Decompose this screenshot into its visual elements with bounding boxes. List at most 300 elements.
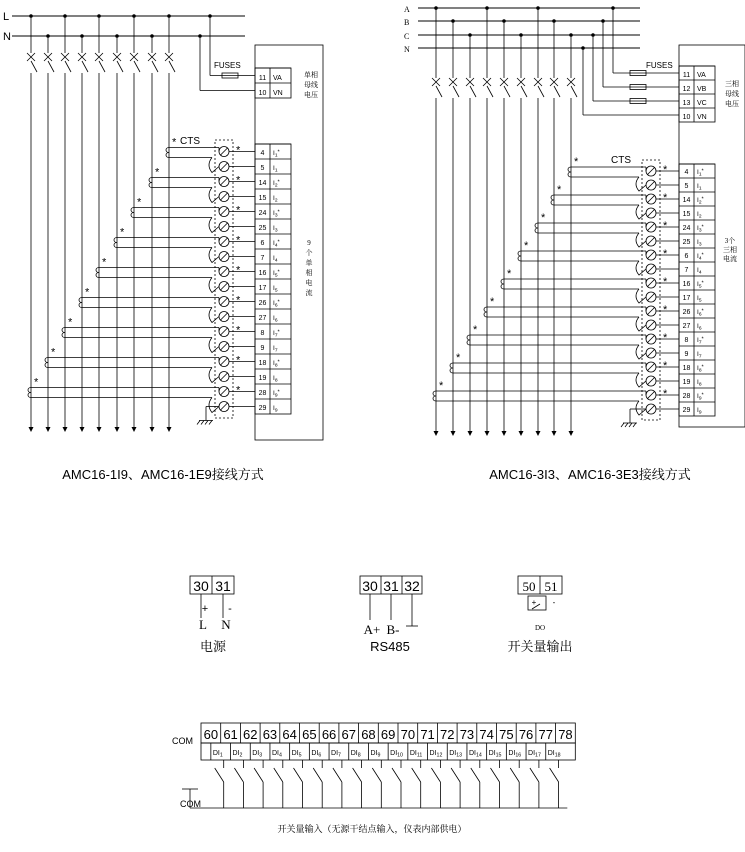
- screw-slot: [648, 406, 655, 413]
- screw-terminal: [646, 404, 656, 414]
- breaker-blade: [453, 86, 459, 97]
- screw-terminal: [646, 264, 656, 274]
- screw-slot: [221, 193, 228, 200]
- diagram-caption: AMC16-3I3、AMC16-3E3接线方式: [489, 467, 691, 482]
- rs485-terminal-block: [360, 576, 422, 654]
- ground-icon: [621, 423, 637, 427]
- load-arrow: [132, 427, 137, 432]
- ct-coil: [149, 178, 152, 188]
- ct-coil: [518, 251, 521, 261]
- current-terminal-number: 28: [258, 390, 267, 397]
- load-arrow: [80, 427, 85, 432]
- ct-polarity-star: *: [439, 380, 444, 392]
- voltage-terminal-label: VA: [697, 72, 706, 79]
- di-terminal-number: 61: [223, 727, 238, 742]
- breaker-blade: [117, 61, 123, 72]
- di-switch: [353, 768, 362, 782]
- current-terminal-number: 4: [260, 150, 265, 157]
- bus-label-b: B: [404, 18, 410, 27]
- breaker-blade: [169, 61, 175, 72]
- screw-slot: [221, 208, 228, 215]
- screw-terminal: [646, 362, 656, 372]
- voltage-terminal-number: 13: [682, 100, 691, 107]
- current-terminal-number: 7: [260, 255, 265, 262]
- left-diagram: [3, 11, 323, 482]
- ground-hatch: [633, 423, 636, 427]
- current-terminal-label: $I_7*$: [273, 329, 280, 339]
- di-input-label: $DI_{15}$: [488, 750, 502, 759]
- current-terminal-number: 24: [258, 210, 267, 217]
- di-input-label: $DI_{14}$: [468, 750, 482, 759]
- screw-slot: [221, 238, 228, 245]
- ct-polarity-star: *: [473, 324, 478, 336]
- breaker-blade: [470, 86, 476, 97]
- breaker-blade: [48, 61, 54, 72]
- breaker-blade: [538, 86, 544, 97]
- right-diagram: [404, 5, 745, 482]
- ct-coil: [450, 363, 453, 373]
- breaker-switch: [466, 78, 476, 97]
- current-terminal-number: 19: [682, 379, 691, 386]
- load-arrow: [167, 427, 172, 432]
- current-terminal-number: 15: [682, 211, 691, 218]
- screw-slot: [648, 378, 655, 385]
- ct-coil: [501, 279, 504, 289]
- ct-polarity-star: *: [456, 352, 461, 364]
- ct-coil: [28, 388, 31, 398]
- voltage-description: 电压: [725, 100, 739, 108]
- current-terminal-label: $I_4$: [273, 255, 278, 264]
- polarity-star: *: [663, 276, 668, 288]
- current-terminal-label: $I_4$: [697, 267, 702, 276]
- power-minus-sign: -: [228, 603, 232, 615]
- current-terminal-label: $I_1*$: [697, 168, 704, 178]
- screw-terminal: [219, 177, 229, 187]
- ct-coil: [568, 167, 571, 177]
- di-switch: [215, 768, 224, 782]
- screw-terminal: [219, 357, 229, 367]
- di-input-label: $DI_{17}$: [528, 750, 541, 759]
- screw-slot: [648, 238, 655, 245]
- do-terminal-50: 50: [522, 579, 536, 594]
- voltage-terminal-number: 11: [682, 72, 691, 79]
- do-plus-sign: +: [531, 598, 537, 607]
- ct-polarity-star: *: [34, 376, 39, 389]
- ct-return-loop: [636, 345, 646, 359]
- current-terminal-label: $I_2$: [273, 195, 278, 204]
- di-switch: [431, 768, 440, 782]
- screw-slot: [648, 196, 655, 203]
- screw-terminal: [219, 327, 229, 337]
- polarity-star: *: [663, 360, 668, 372]
- current-terminal-number: 7: [684, 267, 689, 274]
- di-terminal-number: 63: [262, 727, 278, 742]
- di-terminal-number: 72: [440, 727, 455, 742]
- ground-hatch: [201, 421, 204, 425]
- current-terminal-number: 17: [682, 295, 691, 302]
- load-arrow: [115, 427, 120, 432]
- di-switch: [530, 768, 539, 782]
- ct-return-loop: [636, 177, 646, 191]
- di-switch: [372, 768, 381, 782]
- breaker-switch: [27, 53, 37, 72]
- polarity-star: *: [236, 294, 241, 307]
- voltage-description: 母线: [725, 90, 739, 98]
- current-terminal-label: $I_7$: [273, 345, 278, 354]
- voltage-terminal-number: 12: [682, 86, 691, 93]
- polarity-star: *: [663, 220, 668, 232]
- screw-terminal: [219, 192, 229, 202]
- bus-label-n: N: [404, 45, 410, 54]
- voltage-description: 三相: [725, 80, 739, 88]
- screw-slot: [221, 268, 228, 275]
- ct-polarity-star: *: [172, 136, 177, 149]
- load-arrow: [97, 427, 102, 432]
- screw-slot: [648, 210, 655, 217]
- di-switch: [392, 768, 401, 782]
- di-switch: [254, 768, 263, 782]
- screw-slot: [221, 373, 228, 380]
- current-terminal-number: 25: [258, 225, 267, 232]
- current-terminal-label: $I_6*$: [697, 308, 704, 318]
- polarity-star: *: [236, 354, 241, 367]
- cts-label: CTS: [611, 155, 631, 166]
- di-com-bottom: COM: [180, 799, 201, 809]
- di-terminal-number: 78: [558, 727, 573, 742]
- current-terminal-label: $I_5$: [697, 295, 702, 304]
- current-terminal-label: $I_1$: [273, 165, 278, 174]
- di-terminal-number: 75: [499, 727, 514, 742]
- load-arrow: [434, 431, 439, 436]
- di-input-label: $DI_{11}$: [409, 750, 423, 759]
- di-switch: [550, 768, 559, 782]
- di-com-top: COM: [172, 736, 193, 746]
- breaker-blade: [65, 61, 71, 72]
- ct-coil: [62, 328, 65, 338]
- power-terminal-block: [190, 576, 234, 654]
- screw-terminal: [646, 334, 656, 344]
- screw-terminal: [219, 372, 229, 382]
- di-input-label: $DI_6$: [311, 750, 322, 759]
- current-terminal-label: $I_8$: [273, 375, 278, 384]
- power-n-label: N: [221, 617, 231, 632]
- rs485-a-label: A+: [363, 622, 381, 637]
- di-terminal-number: 77: [538, 727, 553, 742]
- di-switch: [510, 768, 519, 782]
- screw-slot: [221, 298, 228, 305]
- current-terminal-number: 19: [258, 375, 267, 382]
- screw-slot: [221, 283, 228, 290]
- screw-terminal: [219, 387, 229, 397]
- current-terminal-label: $I_3$: [273, 225, 278, 234]
- load-arrow: [519, 431, 524, 436]
- current-terminal-number: 26: [258, 300, 267, 307]
- ct-return-loop: [636, 373, 646, 387]
- di-terminal-number: 71: [420, 727, 435, 742]
- di-input-label: $DI_{18}$: [547, 750, 561, 759]
- ct-coil: [131, 208, 134, 218]
- rs485-b-label: B-: [386, 622, 400, 637]
- breaker-switch: [550, 78, 560, 97]
- screw-slot: [648, 294, 655, 301]
- ct-coil: [96, 268, 99, 278]
- screw-slot: [221, 313, 228, 320]
- ct-return-loop: [636, 289, 646, 303]
- current-terminal-number: 17: [258, 285, 267, 292]
- current-terminal-label: $I_6$: [273, 315, 278, 324]
- rs485-terminal-31: 31: [383, 578, 399, 594]
- current-terminal-label: $I_6$: [697, 323, 702, 332]
- breaker-blade: [152, 61, 158, 72]
- di-terminal-number: 69: [380, 727, 396, 742]
- ct-coil: [551, 195, 554, 205]
- current-description: 流: [305, 289, 313, 297]
- ct-return-loop: [636, 401, 646, 415]
- voltage-terminal-number: 10: [258, 90, 267, 97]
- load-arrow: [552, 431, 557, 436]
- di-terminal-number: 64: [282, 727, 297, 742]
- current-terminal-number: 4: [684, 169, 689, 176]
- load-arrow: [569, 431, 574, 436]
- breaker-switch: [165, 53, 175, 72]
- ct-polarity-star: *: [68, 316, 73, 329]
- di-terminal-number: 76: [518, 727, 534, 742]
- di-terminal-number: 68: [361, 727, 376, 742]
- screw-terminal: [219, 237, 229, 247]
- ct-polarity-star: *: [557, 184, 562, 196]
- current-terminal-label: $I_9$: [273, 405, 278, 414]
- current-terminal-number: 18: [682, 365, 691, 372]
- ct-return-loop: [209, 188, 219, 203]
- breaker-switch: [95, 53, 105, 72]
- do-terminal-block: [507, 576, 572, 654]
- current-terminal-label: $I_6*$: [273, 299, 280, 309]
- current-terminal-number: 8: [684, 337, 689, 344]
- do-terminal-51: 51: [544, 579, 558, 594]
- breaker-switch: [517, 78, 527, 97]
- di-terminal-number: 60: [203, 727, 219, 742]
- ct-polarity-star: *: [155, 166, 160, 179]
- power-terminal-31: 31: [215, 578, 231, 594]
- current-terminal-number: 29: [682, 407, 691, 414]
- current-description: 电流: [723, 255, 737, 263]
- ct-return-loop: [209, 308, 219, 323]
- load-arrow: [150, 427, 155, 432]
- current-terminal-number: 6: [684, 253, 689, 260]
- screw-terminal: [219, 222, 229, 232]
- ground-icon: [197, 421, 213, 425]
- current-terminal-label: $I_3$: [697, 239, 702, 248]
- di-switch: [313, 768, 322, 782]
- current-description: 相: [305, 269, 313, 277]
- screw-terminal: [219, 297, 229, 307]
- do-caption: 开关量输出: [507, 639, 573, 654]
- polarity-star: *: [236, 264, 241, 277]
- current-terminal-number: 29: [258, 405, 267, 412]
- voltage-terminal-number: 10: [682, 114, 691, 121]
- polarity-star: *: [663, 248, 668, 260]
- current-description: 9: [307, 239, 311, 247]
- ct-polarity-star: *: [574, 156, 579, 168]
- ct-polarity-star: *: [507, 268, 512, 280]
- screw-slot: [221, 403, 228, 410]
- breaker-switch: [432, 78, 442, 97]
- current-terminal-number: 6: [260, 240, 265, 247]
- current-terminal-label: $I_9$: [697, 407, 702, 416]
- current-terminal-label: $I_5$: [273, 285, 278, 294]
- ct-return-loop: [209, 158, 219, 173]
- screw-terminal: [219, 267, 229, 277]
- current-description: 个: [305, 249, 313, 257]
- ct-polarity-star: *: [51, 346, 56, 359]
- current-terminal-number: 5: [684, 183, 689, 190]
- rs485-caption: RS485: [370, 639, 410, 654]
- polarity-star: *: [663, 164, 668, 176]
- screw-terminal: [646, 208, 656, 218]
- current-terminal-number: 27: [682, 323, 691, 330]
- current-terminal-number: 28: [682, 393, 691, 400]
- current-terminal-label: $I_4*$: [697, 252, 704, 262]
- di-switch: [274, 768, 283, 782]
- ground-hatch: [629, 423, 632, 427]
- bus-label-l: L: [3, 11, 10, 23]
- screw-slot: [221, 343, 228, 350]
- di-input-label: $DI_{16}$: [508, 750, 522, 759]
- ct-coil: [114, 238, 117, 248]
- polarity-star: *: [236, 204, 241, 217]
- di-input-label: $DI_5$: [291, 750, 302, 759]
- di-input-label: $DI_1$: [212, 750, 223, 759]
- current-terminal-number: 14: [258, 180, 267, 187]
- current-terminal-number: 16: [682, 281, 691, 288]
- load-arrow: [451, 431, 456, 436]
- rs485-terminal-32: 32: [404, 578, 420, 594]
- screw-slot: [648, 168, 655, 175]
- bus-label-a: A: [404, 5, 410, 14]
- di-input-label: $DI_{12}$: [429, 750, 443, 759]
- load-arrow: [536, 431, 541, 436]
- screw-terminal: [219, 147, 229, 157]
- diagram-caption: AMC16-1I9、AMC16-1E9接线方式: [62, 467, 264, 482]
- breaker-switch: [567, 78, 577, 97]
- polarity-star: *: [236, 174, 241, 187]
- voltage-terminal-label: VN: [697, 114, 707, 121]
- current-terminal-label: $I_7$: [697, 351, 702, 360]
- breaker-blade: [487, 86, 493, 97]
- di-caption: 开关量输入（无源干结点输入，仪表内部供电）: [277, 824, 467, 834]
- voltage-terminal-label: VC: [697, 100, 707, 107]
- do-minus-sign: -: [552, 598, 556, 607]
- screw-slot: [648, 280, 655, 287]
- current-terminal-label: $I_1$: [697, 183, 702, 192]
- breaker-switch: [500, 78, 510, 97]
- bus-label-c: C: [404, 32, 410, 41]
- ct-coil: [484, 307, 487, 317]
- fuses-label: FUSES: [646, 61, 673, 70]
- current-terminal-label: $I_1*$: [273, 149, 280, 159]
- ground-hatch: [205, 421, 208, 425]
- screw-slot: [648, 392, 655, 399]
- load-arrow: [29, 427, 34, 432]
- current-terminal-label: $I_7*$: [697, 336, 704, 346]
- current-description: 电: [305, 279, 313, 287]
- screw-slot: [221, 358, 228, 365]
- ct-return-loop: [636, 205, 646, 219]
- current-terminal-number: 27: [258, 315, 267, 322]
- screw-terminal: [219, 207, 229, 217]
- ct-polarity-star: *: [490, 296, 495, 308]
- do-tag: DO: [534, 624, 546, 632]
- screw-terminal: [646, 166, 656, 176]
- breaker-blade: [554, 86, 560, 97]
- voltage-terminal-label: VA: [273, 75, 282, 82]
- screw-terminal: [646, 376, 656, 386]
- screw-terminal: [646, 236, 656, 246]
- current-terminal-number: 5: [260, 165, 265, 172]
- screw-terminal: [646, 250, 656, 260]
- di-switch: [412, 768, 421, 782]
- ct-return-loop: [209, 368, 219, 383]
- di-terminal-number: 65: [302, 727, 317, 742]
- screw-terminal: [219, 252, 229, 262]
- polarity-star: *: [236, 324, 241, 337]
- ct-return-loop: [209, 218, 219, 233]
- current-terminal-label: $I_8$: [697, 379, 702, 388]
- current-terminal-number: 24: [682, 225, 691, 232]
- cts-label: CTS: [180, 136, 200, 147]
- ct-coil: [535, 223, 538, 233]
- current-terminal-number: 16: [258, 270, 267, 277]
- screw-terminal: [646, 306, 656, 316]
- current-terminal-label: $I_9*$: [273, 389, 280, 399]
- voltage-description: 电压: [304, 91, 318, 99]
- voltage-terminal-label: VN: [273, 90, 283, 97]
- di-terminal-number: 70: [400, 727, 416, 742]
- ground-hatch: [209, 421, 212, 425]
- screw-terminal: [646, 348, 656, 358]
- breaker-blade: [134, 61, 140, 72]
- breaker-switch: [449, 78, 459, 97]
- breaker-blade: [99, 61, 105, 72]
- polarity-star: *: [663, 388, 668, 400]
- screw-slot: [221, 148, 228, 155]
- breaker-blade: [31, 61, 37, 72]
- current-description: 三相: [723, 246, 737, 254]
- current-description: 单: [305, 259, 313, 267]
- current-terminal-label: $I_4*$: [273, 239, 280, 249]
- polarity-star: *: [663, 304, 668, 316]
- power-terminal-30: 30: [193, 578, 209, 594]
- voltage-terminal-label: VB: [697, 86, 707, 93]
- di-terminal-block: [172, 723, 575, 835]
- power-plus-sign: +: [201, 603, 209, 615]
- screw-slot: [221, 178, 228, 185]
- screw-slot: [221, 388, 228, 395]
- polarity-star: *: [663, 192, 668, 204]
- screw-terminal: [219, 162, 229, 172]
- ct-coil: [45, 358, 48, 368]
- ground-hatch: [621, 423, 624, 427]
- di-input-label: $DI_8$: [350, 750, 361, 759]
- load-arrow: [468, 431, 473, 436]
- di-switch: [333, 768, 342, 782]
- current-terminal-label: $I_2*$: [697, 196, 704, 206]
- di-switch: [294, 768, 303, 782]
- screw-terminal: [219, 402, 229, 412]
- voltage-description: 母线: [304, 81, 318, 89]
- screw-terminal: [646, 390, 656, 400]
- voltage-terminal-number: 11: [258, 75, 267, 82]
